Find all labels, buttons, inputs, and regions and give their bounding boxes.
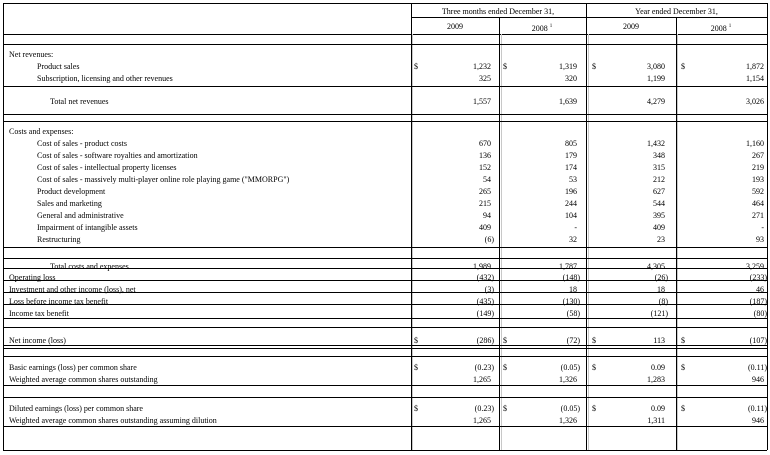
row-label: Cost of sales - intellectual property licenses — [37, 163, 177, 172]
table-border-right — [767, 3, 768, 450]
row-rule — [3, 268, 767, 269]
row-value: - — [761, 223, 764, 232]
row-value: 18 — [657, 285, 665, 294]
row-label: Subscription, licensing and other revenues — [37, 74, 173, 83]
row-label: General and administrative — [37, 211, 124, 220]
currency-symbol: $ — [414, 404, 418, 413]
row-value: 1,319 — [559, 62, 577, 71]
row-value: (148) — [562, 273, 580, 282]
row-label: Net income (loss) — [9, 336, 66, 345]
row-value: 215 — [479, 199, 491, 208]
currency-symbol: $ — [592, 336, 596, 345]
currency-symbol: $ — [592, 363, 596, 372]
row-value: 18 — [569, 285, 577, 294]
col-header-2008-year: 2008 $^1$ — [710, 24, 732, 33]
section-rule — [3, 327, 767, 328]
col-header-2009-year: 2009 — [623, 22, 639, 31]
row-value: 544 — [653, 199, 665, 208]
row-value: (8) — [658, 297, 668, 306]
section-rule — [3, 318, 767, 319]
row-value: 1,283 — [647, 375, 665, 384]
row-value: (26) — [654, 273, 668, 282]
currency-symbol: $ — [503, 363, 507, 372]
section-rule — [3, 426, 767, 427]
row-value: (286) — [476, 336, 494, 345]
currency-symbol: $ — [414, 336, 418, 345]
row-value: 32 — [569, 235, 577, 244]
row-label: Sales and marketing — [37, 199, 102, 208]
header-bottom-rule — [3, 34, 767, 35]
column-divider — [586, 3, 587, 450]
section-rule — [3, 114, 767, 115]
row-label: Operating loss — [9, 273, 56, 282]
row-value: (0.23) — [474, 363, 494, 372]
row-value: (107) — [749, 336, 767, 345]
row-value: 592 — [752, 187, 764, 196]
row-value: 1,787 — [559, 262, 577, 271]
double-rule — [3, 348, 767, 349]
row-value: 1,872 — [746, 62, 764, 71]
currency-symbol: $ — [681, 404, 685, 413]
currency-symbol: $ — [503, 336, 507, 345]
subtotal-rule — [3, 247, 767, 248]
section-costs-and-expenses: Costs and expenses: — [9, 127, 74, 136]
row-value: (233) — [749, 273, 767, 282]
row-value: 464 — [752, 199, 764, 208]
col-header-2009-quarter: 2009 — [447, 22, 463, 31]
currency-symbol: $ — [592, 62, 596, 71]
row-value: 1,199 — [647, 74, 665, 83]
section-rule — [3, 385, 767, 386]
row-value: 1,989 — [473, 262, 491, 271]
row-value: (432) — [476, 273, 494, 282]
cell-divider — [412, 34, 413, 450]
row-value: (121) — [650, 309, 668, 318]
row-value: 395 — [653, 211, 665, 220]
table-border-bottom — [3, 450, 767, 451]
currency-symbol: $ — [592, 404, 596, 413]
row-value: (72) — [566, 336, 580, 345]
row-value: 3,259 — [746, 262, 764, 271]
section-rule — [3, 121, 767, 122]
row-label: Cost of sales - software royalties and amortization — [37, 151, 198, 160]
footnote-marker: 1 — [549, 24, 553, 29]
row-value: 1,311 — [647, 416, 665, 425]
header-year-ended: Year ended December 31, — [635, 7, 718, 16]
row-value: 1,326 — [559, 375, 577, 384]
row-value: 946 — [752, 375, 764, 384]
row-value: 315 — [653, 163, 665, 172]
row-value: 1,160 — [746, 139, 764, 148]
row-value: 0.09 — [651, 363, 665, 372]
row-value: (3) — [484, 285, 494, 294]
row-value: (0.11) — [747, 363, 767, 372]
row-label: Basic earnings (loss) per common share — [9, 363, 137, 372]
row-label: Cost of sales - massively multi-player online role playing game ("MMORPG") — [37, 175, 290, 184]
row-value: 1,265 — [473, 375, 491, 384]
row-label: Loss before income tax benefit — [9, 297, 109, 306]
row-label: Product development — [37, 187, 106, 196]
row-value: (58) — [566, 309, 580, 318]
footnote-marker: 1 — [728, 24, 732, 29]
cell-divider — [677, 34, 678, 450]
row-label: Cost of sales - product costs — [37, 139, 127, 148]
col-header-2008-quarter: 2008 $^1$ — [531, 24, 553, 33]
row-value: 1,326 — [559, 416, 577, 425]
row-value: - — [574, 223, 577, 232]
cell-divider — [588, 34, 589, 450]
row-label: Total costs and expenses — [50, 262, 129, 271]
row-value: 805 — [565, 139, 577, 148]
row-value: 1,265 — [473, 416, 491, 425]
row-rule — [3, 280, 767, 281]
row-value: (0.23) — [474, 404, 494, 413]
currency-symbol: $ — [414, 363, 418, 372]
row-value: 320 — [565, 74, 577, 83]
row-value: 136 — [479, 151, 491, 160]
row-value: 325 — [479, 74, 491, 83]
row-value: 193 — [752, 175, 764, 184]
row-value: (149) — [476, 309, 494, 318]
table-border-left — [3, 3, 4, 450]
row-value: 1,639 — [559, 97, 577, 106]
currency-symbol: $ — [681, 336, 685, 345]
row-label: Weighted average common shares outstanding assuming dilution — [9, 416, 217, 425]
currency-symbol: $ — [681, 363, 685, 372]
row-value: 1,154 — [746, 74, 764, 83]
row-value: (130) — [562, 297, 580, 306]
row-rule — [3, 292, 767, 293]
row-label: Investment and other income (loss), net — [9, 285, 136, 294]
currency-symbol: $ — [681, 62, 685, 71]
row-value: 46 — [756, 285, 764, 294]
row-value: (6) — [484, 235, 494, 244]
section-rule — [3, 356, 767, 357]
row-value: 179 — [565, 151, 577, 160]
row-value: 93 — [756, 235, 764, 244]
row-value: 1,232 — [473, 62, 491, 71]
row-label: Income tax benefit — [9, 309, 69, 318]
header-rule — [411, 17, 767, 18]
row-value: (0.05) — [560, 404, 580, 413]
row-label: Weighted average common shares outstanding — [9, 375, 158, 384]
row-value: 267 — [752, 151, 764, 160]
section-rule — [3, 397, 767, 398]
row-label: Product sales — [37, 62, 80, 71]
row-value: 3,026 — [746, 97, 764, 106]
row-label: Restructuring — [37, 235, 81, 244]
cell-divider — [501, 34, 502, 450]
row-value: 196 — [565, 187, 577, 196]
row-value: 409 — [653, 223, 665, 232]
row-value: 152 — [479, 163, 491, 172]
row-value: 54 — [483, 175, 491, 184]
row-value: 627 — [653, 187, 665, 196]
currency-symbol: $ — [503, 404, 507, 413]
row-value: 244 — [565, 199, 577, 208]
row-value: 212 — [653, 175, 665, 184]
row-value: (80) — [753, 309, 767, 318]
row-label: Diluted earnings (loss) per common share — [9, 404, 143, 413]
row-value: (435) — [476, 297, 494, 306]
row-value: 53 — [569, 175, 577, 184]
row-value: 670 — [479, 139, 491, 148]
table-border-top — [3, 3, 767, 4]
row-value: (187) — [749, 297, 767, 306]
row-value: 0.09 — [651, 404, 665, 413]
row-value: 265 — [479, 187, 491, 196]
row-value: 271 — [752, 211, 764, 220]
row-label: Total net revenues — [50, 97, 109, 106]
row-value: 94 — [483, 211, 491, 220]
section-net-revenues: Net revenues: — [9, 50, 54, 59]
row-value: 946 — [752, 416, 764, 425]
row-value: 3,080 — [647, 62, 665, 71]
row-value: 174 — [565, 163, 577, 172]
row-value: 219 — [752, 163, 764, 172]
row-value: 104 — [565, 211, 577, 220]
row-value: 4,305 — [647, 262, 665, 271]
row-value: (0.11) — [747, 404, 767, 413]
header-three-months: Three months ended December 31, — [441, 7, 555, 16]
row-value: 23 — [657, 235, 665, 244]
section-rule — [3, 44, 767, 45]
section-rule — [3, 258, 767, 259]
row-value: 348 — [653, 151, 665, 160]
row-value: 1,557 — [473, 97, 491, 106]
currency-symbol: $ — [503, 62, 507, 71]
row-value: 1,432 — [647, 139, 665, 148]
row-rule — [3, 304, 767, 305]
row-value: (0.05) — [560, 363, 580, 372]
row-value: 409 — [479, 223, 491, 232]
currency-symbol: $ — [414, 62, 418, 71]
row-label: Impairment of intangible assets — [37, 223, 138, 232]
double-rule — [3, 345, 767, 346]
subtotal-rule — [3, 86, 767, 87]
row-value: 4,279 — [647, 97, 665, 106]
row-value: 113 — [653, 336, 665, 345]
